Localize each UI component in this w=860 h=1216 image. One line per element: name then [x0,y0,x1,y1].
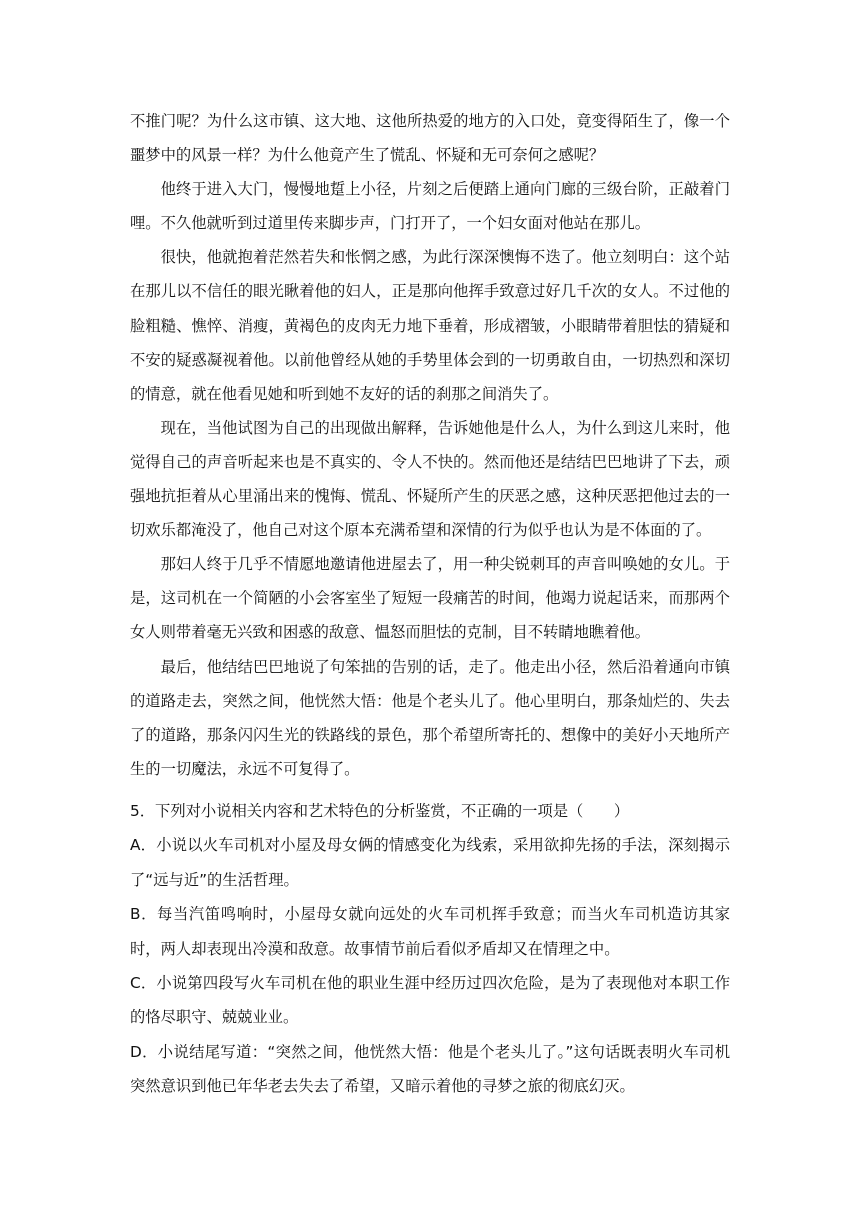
option-d: D．小说结尾写道：“突然之间，他恍然大悟：他是个老头儿了。”这句话既表明火车司机突然意识到他已年华老去失去了希望，又暗示着他的寻梦之旅的彻底幻灭。 [130,1042,730,1096]
document-page [130,104,730,1104]
passage-paragraph: 现在，当他试图为自己的出现做出解释，告诉她他是什么人，为什么到这儿来时，他觉得自己的声音听起来也是不真实的、令人不快的。然而他还是结结巴巴地讲了下去，顽强地抗拒着从心里涌出来的愧悔、慌乱、怀疑所产生的厌恶之感，这种厌恶把他过去的一切欢乐都淹没了，他自己对这个原本充满希望和深情的行为似乎也认为是不体面的了。 [130,418,730,540]
passage-paragraph: 不推门呢？为什么这市镇、这大地、这他所热爱的地方的入口处，竟变得陌生了，像一个噩梦中的风景一样？为什么他竟产生了慌乱、怀疑和无可奈何之感呢？ [130,112,730,165]
passage-paragraph: 那妇人终于几乎不情愿地邀请他进屋去了，用一种尖锐刺耳的声音叫唤她的女儿。于是，这司机在一个简陋的小会客室坐了短短一段痛苦的时间，他竭力说起话来，而那两个女人则带着毫无兴致和困惑的敌意、愠怒而胆怯的克制，目不转睛地瞧着他。 [130,555,730,642]
question-block [130,794,730,1104]
reading-passage [130,104,730,786]
option-c: C．小说第四段写火车司机在他的职业生涯中经历过四次危险，是为了表现他对本职工作的恪尽职守、兢兢业业。 [130,973,730,1027]
option-a: A．小说以火车司机对小屋及母女俩的情感变化为线索，采用欲抑先扬的手法，深刻揭示了“远与近”的生活哲理。 [130,836,730,889]
question-stem: 5．下列对小说相关内容和艺术特色的分析鉴赏，不正确的一项是（ ） [130,801,630,820]
passage-paragraph: 很快，他就抱着茫然若失和怅惘之感，为此行深深懊悔不迭了。他立刻明白：这个站在那儿以不信任的眼光瞅着他的妇人，正是那向他挥手致意过好几千次的女人。不过他的脸粗糙、憔悴、消瘦，黄褐色的皮肉无力地下垂着，形成褶皱，小眼睛带着胆怯的猜疑和不安的疑惑凝视着他。以前他曾经从她的手势里体会到的一切勇敢自由，一切热烈和深切的情意，就在他看见她和听到她不友好的话的刹那之间消失了。 [130,248,730,403]
option-b: B．每当汽笛鸣响时，小屋母女就向远处的火车司机挥手致意；而当火车司机造访其家时，两人却表现出冷漠和敌意。故事情节前后看似矛盾却又在情理之中。 [130,905,730,958]
passage-paragraph: 最后，他结结巴巴地说了句笨拙的告别的话，走了。他走出小径，然后沿着通向市镇的道路走去，突然之间，他恍然大悟：他是个老头儿了。他心里明白，那条灿烂的、失去了的道路，那条闪闪生光的铁路线的景色，那个希望所寄托的、想像中的美好小天地所产生的一切魔法，永远不可复得了。 [130,657,730,778]
passage-paragraph: 他终于进入大门，慢慢地踅上小径，片刻之后便踏上通向门廊的三级台阶，正敲着门哩。不久他就听到过道里传来脚步声，门打开了，一个妇女面对他站在那儿。 [130,180,730,233]
